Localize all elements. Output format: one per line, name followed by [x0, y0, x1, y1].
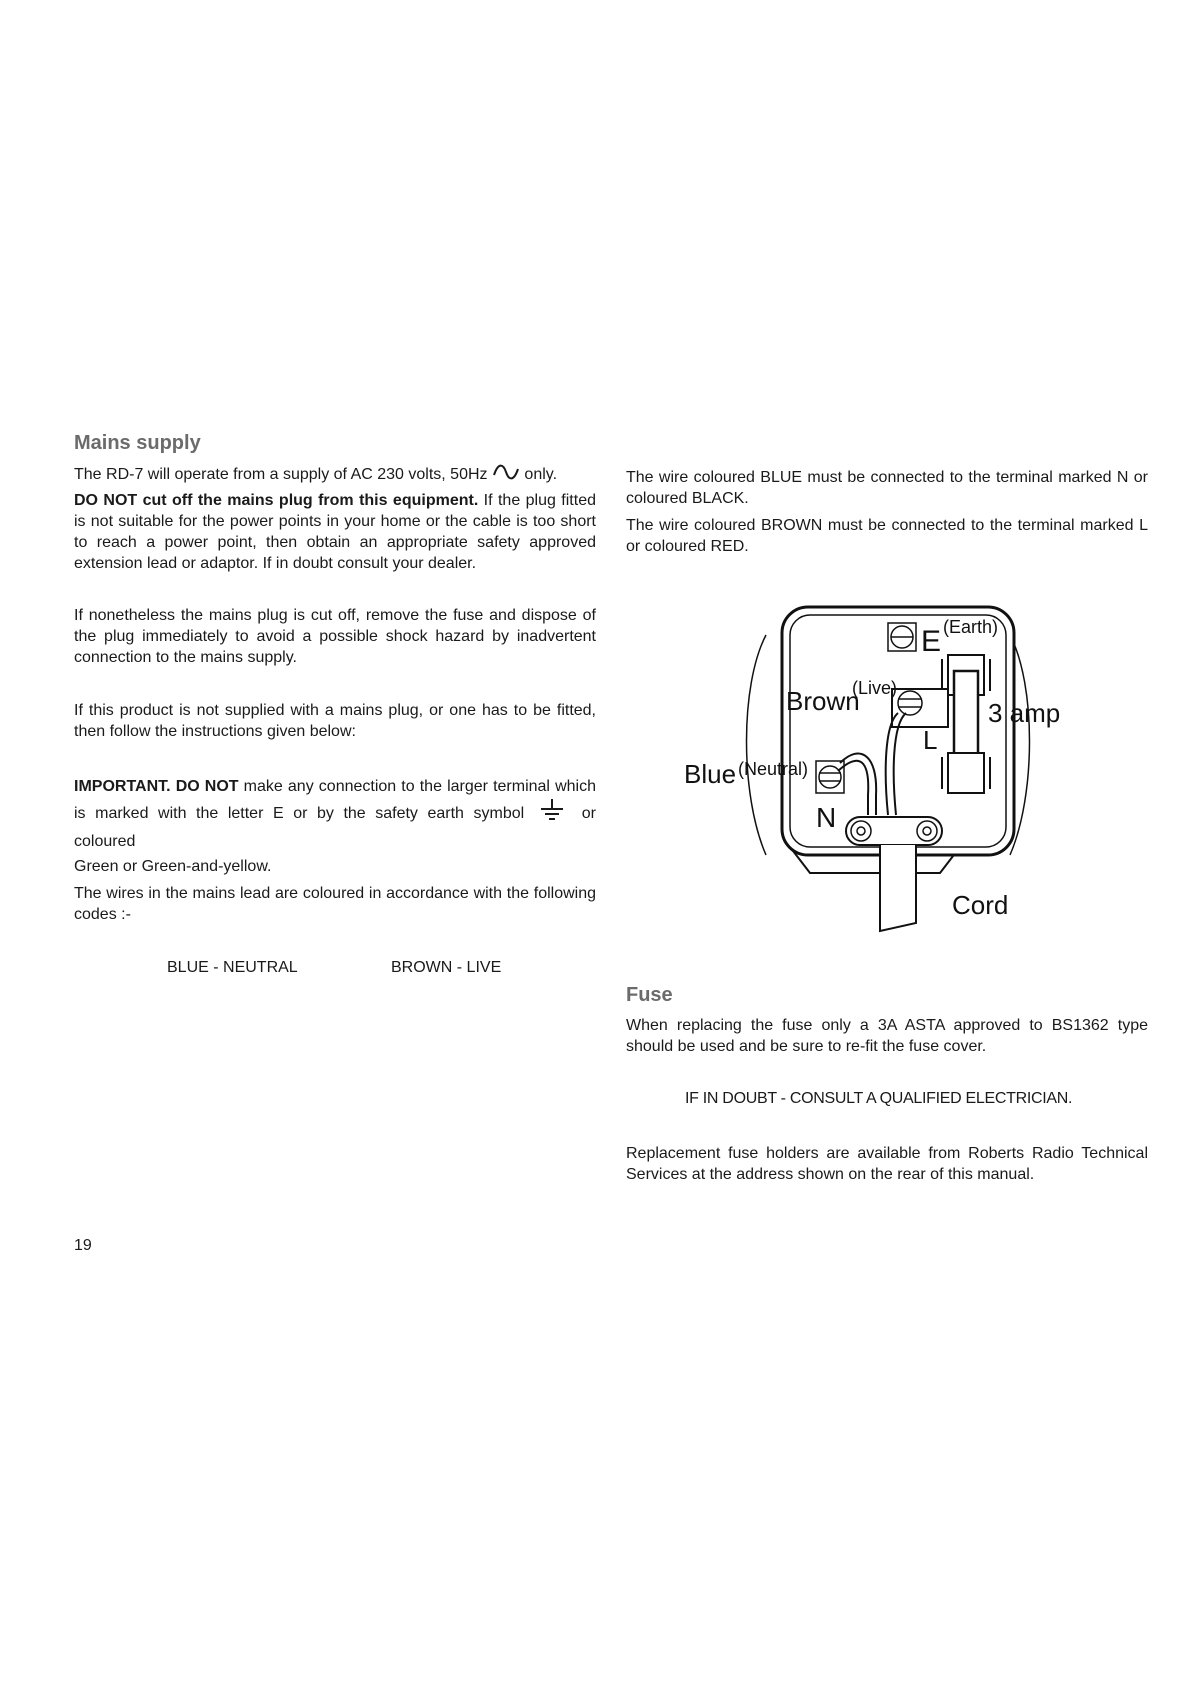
mains-voltage-text: The RD-7 will operate from a supply of AC 230 volts, 50Hz	[74, 466, 488, 484]
blue-wire-paragraph: The wire coloured BLUE must be connected to the terminal marked N or coloured BLACK.	[626, 469, 1148, 507]
diagram-label-3-amp: 3 amp	[988, 698, 1061, 728]
diagram-label-brown: Brown	[786, 686, 860, 716]
earth-symbol-icon	[540, 799, 564, 829]
important-warning: IMPORTANT. DO NOT	[74, 778, 239, 795]
diagram-label-blue: Blue	[684, 759, 737, 789]
fuse-holder-paragraph: Replacement fuse holders are available from Roberts Radio Technical Services at the address shown on the rear of this manual.	[626, 1145, 1148, 1183]
plug-cut-off-paragraph: If nonetheless the mains plug is cut off, remove the fuse and dispose of the plug immediately to avoid a possible shock hazard by inadvertent connection to the mains supply.	[74, 607, 596, 666]
brown-wire-paragraph: The wire coloured BROWN must be connected to the terminal marked L or coloured RED.	[626, 517, 1148, 555]
wire-codes-paragraph: The wires in the mains lead are coloured in accordance with the following codes :-	[74, 885, 596, 923]
diagram-label-earth: (Earth)	[943, 617, 999, 637]
diagram-label-cord: Cord	[952, 890, 1009, 920]
mains-cord	[880, 845, 916, 931]
neutral-terminal	[816, 761, 844, 793]
ac-wave-icon	[492, 463, 520, 487]
page-number: 19	[74, 1237, 92, 1254]
important-text-end: or coloured	[74, 805, 596, 850]
plug-outer-left-arc	[747, 635, 767, 855]
plug-fitting-paragraph: If this product is not supplied with a mains plug, or one has to be fitted, then follow the instructions given below:	[74, 702, 596, 740]
code-blue-neutral: BLUE - NEUTRAL	[167, 959, 298, 976]
section-heading-fuse: Fuse	[626, 984, 673, 1006]
do-not-cut-paragraph	[74, 490, 596, 574]
fuse-replacement-paragraph: When replacing the fuse only a 3A ASTA approved to BS1362 type should be used and be sure to re-fit the fuse cover.	[626, 1017, 1148, 1055]
plug-wiring-diagram	[670, 595, 1070, 935]
important-text: make any connection to the larger terminal which is marked with the letter E or by the safety earth symbol	[74, 778, 596, 823]
important-text-line2: Green or Green-and-yellow.	[74, 858, 272, 875]
diagram-label-live: (Live)	[852, 678, 898, 698]
consult-electrician-warning: IF IN DOUBT - CONSULT A QUALIFIED ELECTRICIAN.	[685, 1090, 1073, 1107]
diagram-label-e: E	[921, 625, 942, 658]
code-brown-live: BROWN - LIVE	[391, 959, 502, 976]
do-not-cut-text: If the plug fitted is not suitable for the power points in your home or the cable is too short to reach a power point, then obtain an appropriate safety approved extension lead or adaptor. If in doubt consult your dealer.	[74, 492, 596, 572]
do-not-cut-warning: DO NOT cut off the mains plug from this equipment.	[74, 492, 479, 509]
important-paragraph	[74, 774, 596, 879]
earth-terminal	[888, 623, 916, 651]
diagram-label-n: N	[816, 802, 837, 833]
section-heading-mains-supply: Mains supply	[74, 432, 201, 454]
cord-clamp	[846, 817, 942, 845]
diagram-label-neutral: (Neutral)	[738, 759, 809, 779]
diagram-label-l: L	[923, 725, 938, 755]
mains-voltage-paragraph	[74, 463, 596, 487]
mains-voltage-suffix: only.	[524, 466, 558, 484]
